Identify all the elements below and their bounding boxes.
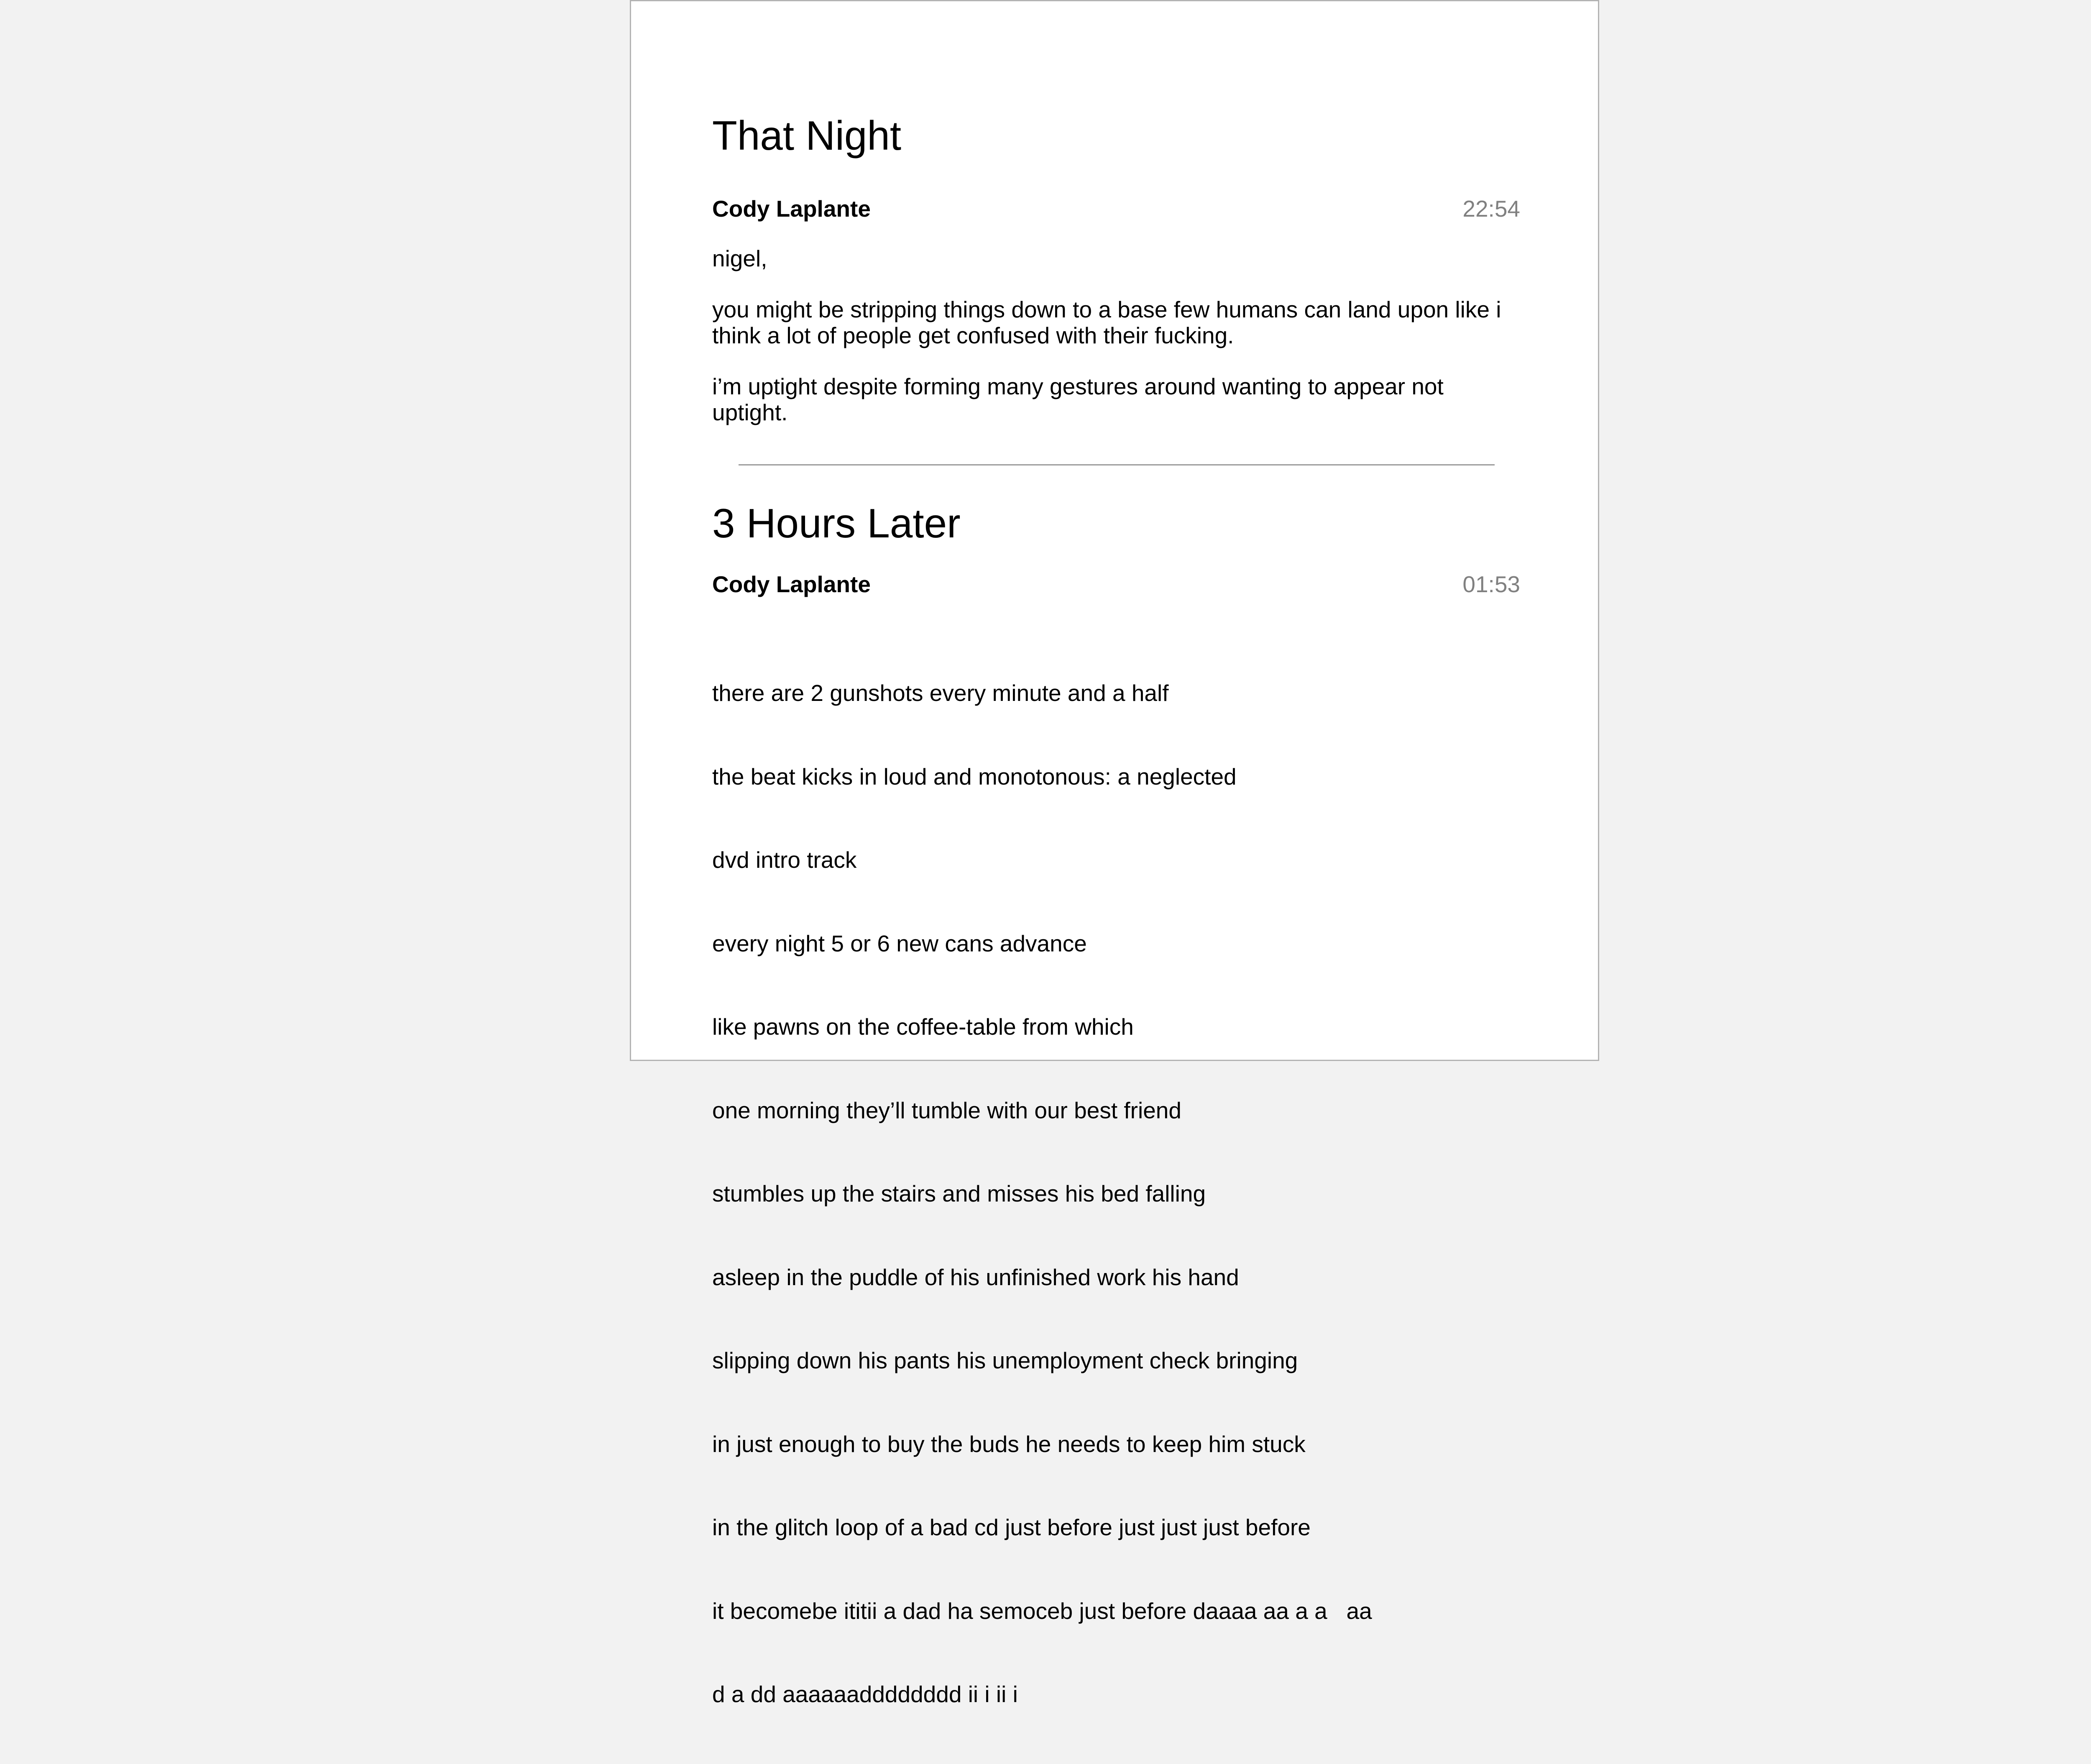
poem-line: like pawns on the coffee-table from which	[712, 1014, 1134, 1040]
poem-line: dvd intro track	[712, 847, 857, 873]
poem-line: the beat kicks in loud and monotonous: a neglected	[712, 763, 1237, 790]
author-name: Cody Laplante	[712, 196, 871, 222]
post-meta	[712, 572, 1520, 597]
section-title-that-night: That Night	[712, 112, 902, 159]
poem-line: one morning they’ll tumble with our best friend	[712, 1097, 1181, 1123]
poem-line: stumbles up the stairs and misses his bed falling	[712, 1181, 1206, 1207]
section-title-3-hours-later: 3 Hours Later	[712, 500, 961, 546]
poem-line: it becomebe ititii a dad ha semoceb just before daaaa aa a a aa	[712, 1598, 1372, 1624]
paragraph: i’m uptight despite forming many gestures around wanting to appear not uptight.	[712, 373, 1444, 425]
poem-line: asleep in the puddle of his unfinished work his hand	[712, 1264, 1239, 1290]
paragraph: you might be stripping things down to a base few humans can land upon like i think a lot of people get confused with their fucking.	[712, 297, 1501, 348]
poem-body	[712, 624, 1520, 1764]
document-page	[630, 0, 1599, 1707]
poem-line: there are 2 gunshots every minute and a half	[712, 680, 1169, 706]
poem-line: in the glitch loop of a bad cd just before just just just before	[712, 1514, 1311, 1540]
post-meta	[712, 196, 1520, 221]
section-divider	[739, 464, 1495, 465]
post-timestamp: 01:53	[1462, 571, 1520, 597]
poem-line: in just enough to buy the buds he needs to keep him stuck	[712, 1431, 1306, 1457]
post-timestamp: 22:54	[1462, 196, 1520, 222]
poem-line: every night 5 or 6 new cans advance	[712, 930, 1087, 956]
paragraph: nigel,	[712, 245, 767, 271]
poem-line: slipping down his pants his unemployment check bringing	[712, 1347, 1298, 1373]
author-name: Cody Laplante	[712, 571, 871, 597]
poem-line: d a dd aaaaaadddddddd ii i ii i	[712, 1681, 1018, 1707]
